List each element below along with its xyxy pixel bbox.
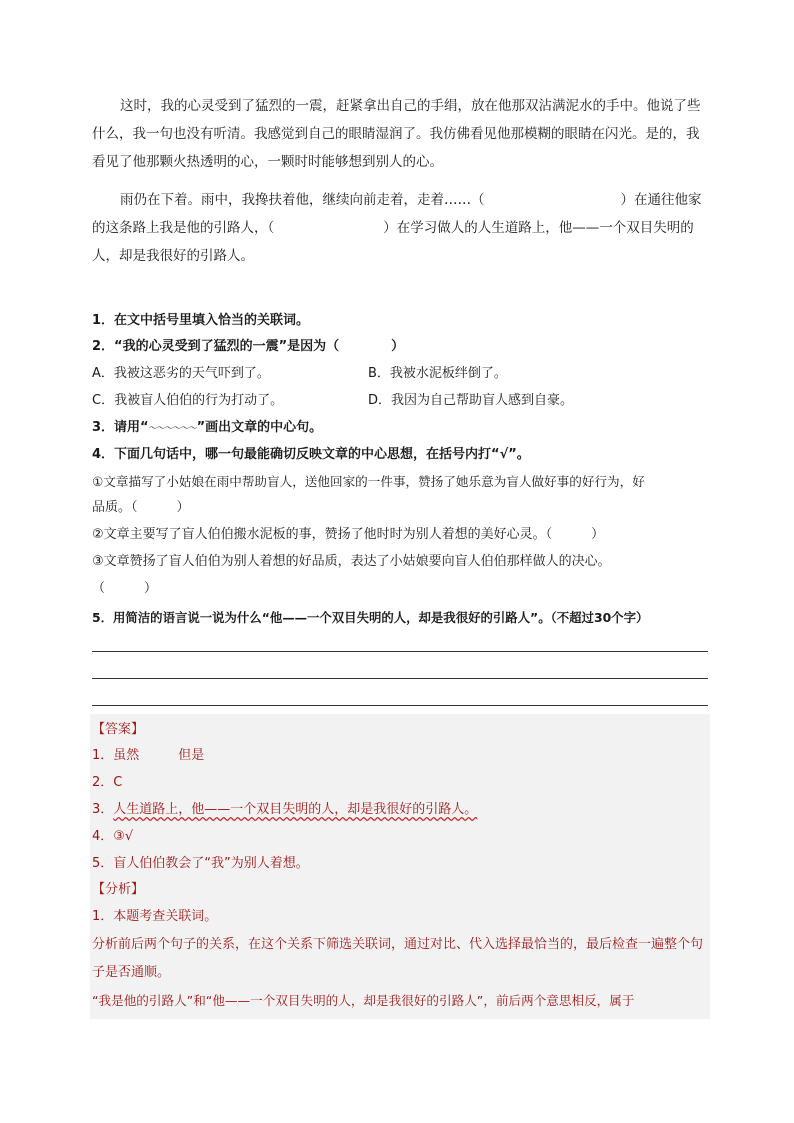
- wavy-line-mark: ～～～～～～: [148, 424, 197, 434]
- question-3: [92, 418, 712, 439]
- statement-3-line-2[interactable]: （ ）: [92, 581, 158, 596]
- writing-line-2[interactable]: [92, 678, 708, 679]
- writing-line-3[interactable]: [92, 705, 708, 706]
- passage-text-2a: 雨仍在下着。雨中，我搀扶着他，继续向前走着，走着……（: [120, 192, 485, 208]
- option-d[interactable]: D．我因为自己帮助盲人感到自豪。: [368, 393, 574, 408]
- statement-1-line-1: ①文章描写了小姑娘在雨中帮助盲人，送他回家的一件事，赞扬了她乐意为盲人做好事的好行为，好: [92, 474, 645, 489]
- answer-3-number: 3．: [92, 802, 114, 817]
- answer-3: [92, 800, 477, 820]
- analysis-line-3: “我是他的引路人”和“他——一个双目失明的人，却是我很好的引路人”，前后两个意思相反，属于: [92, 993, 635, 1008]
- blank-2[interactable]: [274, 214, 383, 242]
- writing-line-1[interactable]: [92, 651, 708, 652]
- passage-text-2c: ）在学习做人的人生道路上，他——一个双目失明的人，却是我很好的引路人。: [92, 220, 694, 264]
- passage-paragraph-1: [92, 92, 708, 176]
- question-3-pre: 3．请用“: [92, 420, 149, 435]
- question-2: 2．“我的心灵受到了猛烈的一震”是因为（ ）: [92, 339, 405, 354]
- option-a[interactable]: A．我被这恶劣的天气吓到了。: [92, 366, 270, 381]
- answer-4: 4．③√: [92, 829, 134, 844]
- answer-1: 1．虽然 但是: [92, 748, 205, 763]
- question-1: 1．在文中括号里填入恰当的关联词。: [92, 313, 310, 328]
- answer-2: 2．C: [92, 775, 123, 790]
- passage-text-2b: ）在通往他家的这条路上我是他的引路人，（: [92, 192, 702, 236]
- answer-3-text: 人生道路上，他——一个双目失明的人，却是我很好的引路人。: [113, 802, 478, 817]
- question-4: 4．下面几句话中，哪一句最能确切反映文章的中心思想，在括号内打“√”。: [92, 447, 530, 462]
- option-b[interactable]: B．我被水泥板绊倒了。: [368, 366, 507, 381]
- passage-text-1: 这时，我的心灵受到了猛烈的一震，赶紧拿出自己的手绢，放在他那双沾满泥水的手中。他说了些什么，我一句也没有听清。我感觉到自己的眼睛湿润了。我仿佛看见他那模糊的眼睛在闪光。是的，我看见了他那颗火热透明的心，一颗时时能够想到别人的心。: [92, 98, 701, 170]
- question-3-post: ”画出文章的中心句。: [196, 420, 323, 435]
- passage-paragraph-2: [92, 186, 708, 270]
- blank-1[interactable]: [485, 186, 621, 214]
- statement-3-line-1: ③文章赞扬了盲人伯伯为别人着想的好品质，表达了小姑娘要向盲人伯伯那样做人的决心。: [92, 554, 611, 569]
- statement-2[interactable]: ②文章主要写了盲人伯伯搬水泥板的事，赞扬了他时时为别人着想的美好心灵。（ ）: [92, 527, 605, 542]
- answer-heading: 【答案】: [92, 722, 145, 737]
- option-c[interactable]: C．我被盲人伯伯的行为打动了。: [92, 393, 284, 408]
- answer-5: 5．盲人伯伯教会了“我”为别人着想。: [92, 856, 309, 871]
- passage-text-2: [92, 186, 708, 270]
- statement-1-line-2[interactable]: 品质。（ ）: [92, 500, 190, 515]
- analysis-line-1: 1．本题考查关联词。: [92, 909, 218, 924]
- analysis-heading: 【分析】: [92, 882, 145, 897]
- question-5: 5．用简洁的语言说一说为什么“他——一个双目失明的人，却是我很好的引路人”。（不超过30个字）: [92, 610, 649, 625]
- analysis-line-2: 分析前后两个句子的关系，在这个关系下筛选关联词，通过对比、代入选择最恰当的，最后检查一遍整个句子是否通顺。: [92, 937, 704, 980]
